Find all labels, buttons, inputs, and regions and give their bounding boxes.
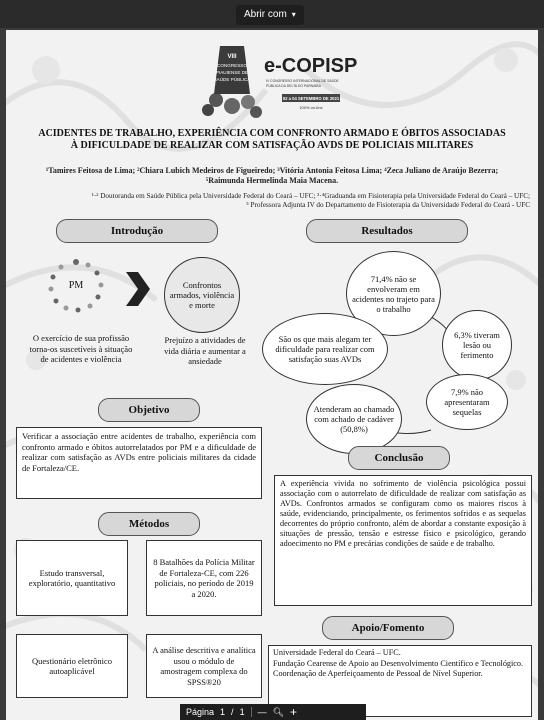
result-bubble-sequelas: 7,9% não apresentaram sequelas: [426, 374, 508, 430]
zoom-icon: 🔍︎: [272, 707, 285, 717]
zoom-out-button[interactable]: —: [257, 707, 267, 717]
svg-text:CONGRESSO: CONGRESSO: [217, 63, 247, 68]
svg-text:VIII: VIII: [227, 54, 237, 60]
affiliations: [14, 192, 530, 210]
page-label: Página: [186, 707, 215, 717]
section-heading-objetivo: Objetivo: [98, 398, 200, 422]
questionario-box: Questionário eletrônico autoaplicável: [16, 634, 128, 698]
section-heading-apoio: Apoio/Fomento: [322, 616, 454, 640]
title-line: À DIFICULDADE DE REALIZAR COM SATISFAÇÃO AVDS DE POLICIAIS MILITARES: [70, 140, 474, 151]
open-with-label: Abrir com: [244, 9, 287, 20]
result-bubble-cadaver: Atenderam ao chamado com achado de cadáver (50,8%): [306, 384, 402, 454]
svg-text:SAÚDE PÚBLICA: SAÚDE PÚBLICA: [213, 77, 251, 82]
chevron-right-icon: [122, 270, 152, 308]
objetivo-box: Verificar a associação entre acidentes de trabalho, experiência com confronto armado e óbitos autorrelatados por PM e a dificuldade de realizar com satisfação as AVDs entre policiais militares da cidade de Fortaleza/CE.: [16, 427, 262, 499]
title-line: ACIDENTES DE TRABALHO, EXPERIÊNCIA COM CONFRONTO ARMADO E ÓBITOS ASSOCIADAS: [38, 128, 506, 139]
svg-text:e-COPISP: e-COPISP: [264, 55, 358, 77]
batalhoes-box: 8 Batalhões da Polícia Militar de Fortaleza-CE, com 226 policiais, no período de 2019 a 2020.: [146, 540, 262, 616]
section-heading-conclusao: Conclusão: [348, 446, 450, 470]
result-bubble-acidentes: 71,4% não se envolveram em acidentes no trajeto para o trabalho: [346, 251, 441, 336]
confrontos-circle: Confrontos armados, violência e morte: [164, 257, 240, 333]
svg-text:02 a 04 SETEMBRO DE 2021: 02 a 04 SETEMBRO DE 2021: [282, 96, 340, 101]
svg-text:100% on-line: 100% on-line: [299, 105, 323, 110]
section-heading-metodos: Métodos: [98, 512, 200, 536]
chevron-down-icon: ▾: [291, 10, 296, 19]
open-with-button[interactable]: [236, 5, 304, 25]
conclusao-box: A experiência vivida no sofrimento de violência psicológica possui associação com o autorrelato de dificuldade de realizar com satisfação as AVDs. Confrontos armados se configuram como os maiores riscos à saúde, evidenciando, principalmente, os ferimentos sofridos e as sequelas decorrentes do próprio confronto, além de abordar a constante exposição à situações de pressão, tensão e estresse físico e psicológico, gerando adoecimento no PM e precárias condições de saúde e de trabalho.: [274, 475, 532, 606]
authors-line: ⁵Raimunda Hermelinda Maia Macena.: [205, 176, 339, 185]
svg-text:IV CONGRESSO INTERNACIONAL DE: IV CONGRESSO INTERNACIONAL DE SAÚDE: [266, 79, 339, 83]
authors-line: ¹Tamires Feitosa de Lima; ²Chiara Lubich Medeiros de Figueiredo; ³Vitória Antonia Feitosa Lima; ⁴Zeca Juliano de Araújo Bezerra;: [45, 166, 499, 175]
page-separator: /: [231, 707, 234, 717]
section-heading-resultados: Resultados: [306, 219, 468, 243]
prejuizo-text: Prejuízo a atividades de vida diária e aumentar a ansiedade: [164, 335, 246, 366]
analise-box: A análise descritiva e analítica usou o módulo de amostragem complexa do SPSS®20: [146, 634, 262, 698]
estudo-box: Estudo transversal, exploratório, quantitativo: [16, 540, 128, 616]
page-total: 1: [239, 707, 245, 717]
page-current[interactable]: 1: [220, 707, 226, 717]
result-bubble-lesao: 6,3% tiveram lesão ou ferimento: [442, 310, 512, 380]
toolbar-divider: [251, 707, 252, 717]
exercicio-text: O exercício de sua profissão torna-os suscetíveis à situação de acidentes e violência: [29, 333, 133, 364]
poster: [6, 30, 538, 720]
zoom-in-button[interactable]: +: [290, 705, 298, 719]
affiliation-line: ⁵ Professora Adjunta IV do Departamento de Fisioterapia da Universidade Federal do Ceará - UFC: [246, 201, 530, 209]
affiliation-line: ¹·² Doutoranda em Saúde Pública pela Universidade Federal do Ceará – UFC; ³·⁴Graduanda em Fisioterapia pela Universidade Federal do Ceará – UFC;: [91, 192, 530, 200]
apoio-line: Fundação Cearense de Apoio ao Desenvolvimento Científico e Tecnológico.: [273, 658, 524, 668]
poster-title: [14, 128, 530, 152]
page-navigation-bar: [180, 704, 366, 720]
apoio-line: Coordenação de Aperfeiçoamento de Pessoal de Nível Superior.: [273, 669, 483, 678]
authors: [14, 166, 530, 186]
section-heading-introducao: Introdução: [56, 219, 218, 243]
result-bubble-avds: São os que mais alegam ter dificuldade para realizar com satisfação suas AVDs: [262, 313, 388, 385]
svg-text:PÚBLICA DA DELTA DO PARNAÍBA: PÚBLICA DA DELTA DO PARNAÍBA: [266, 84, 321, 88]
apoio-line: Universidade Federal do Ceará – UFC.: [273, 648, 401, 657]
pm-label: PM: [68, 280, 84, 291]
congress-logo: [186, 36, 366, 122]
svg-text:PIAUIENSE DE: PIAUIENSE DE: [215, 70, 249, 75]
